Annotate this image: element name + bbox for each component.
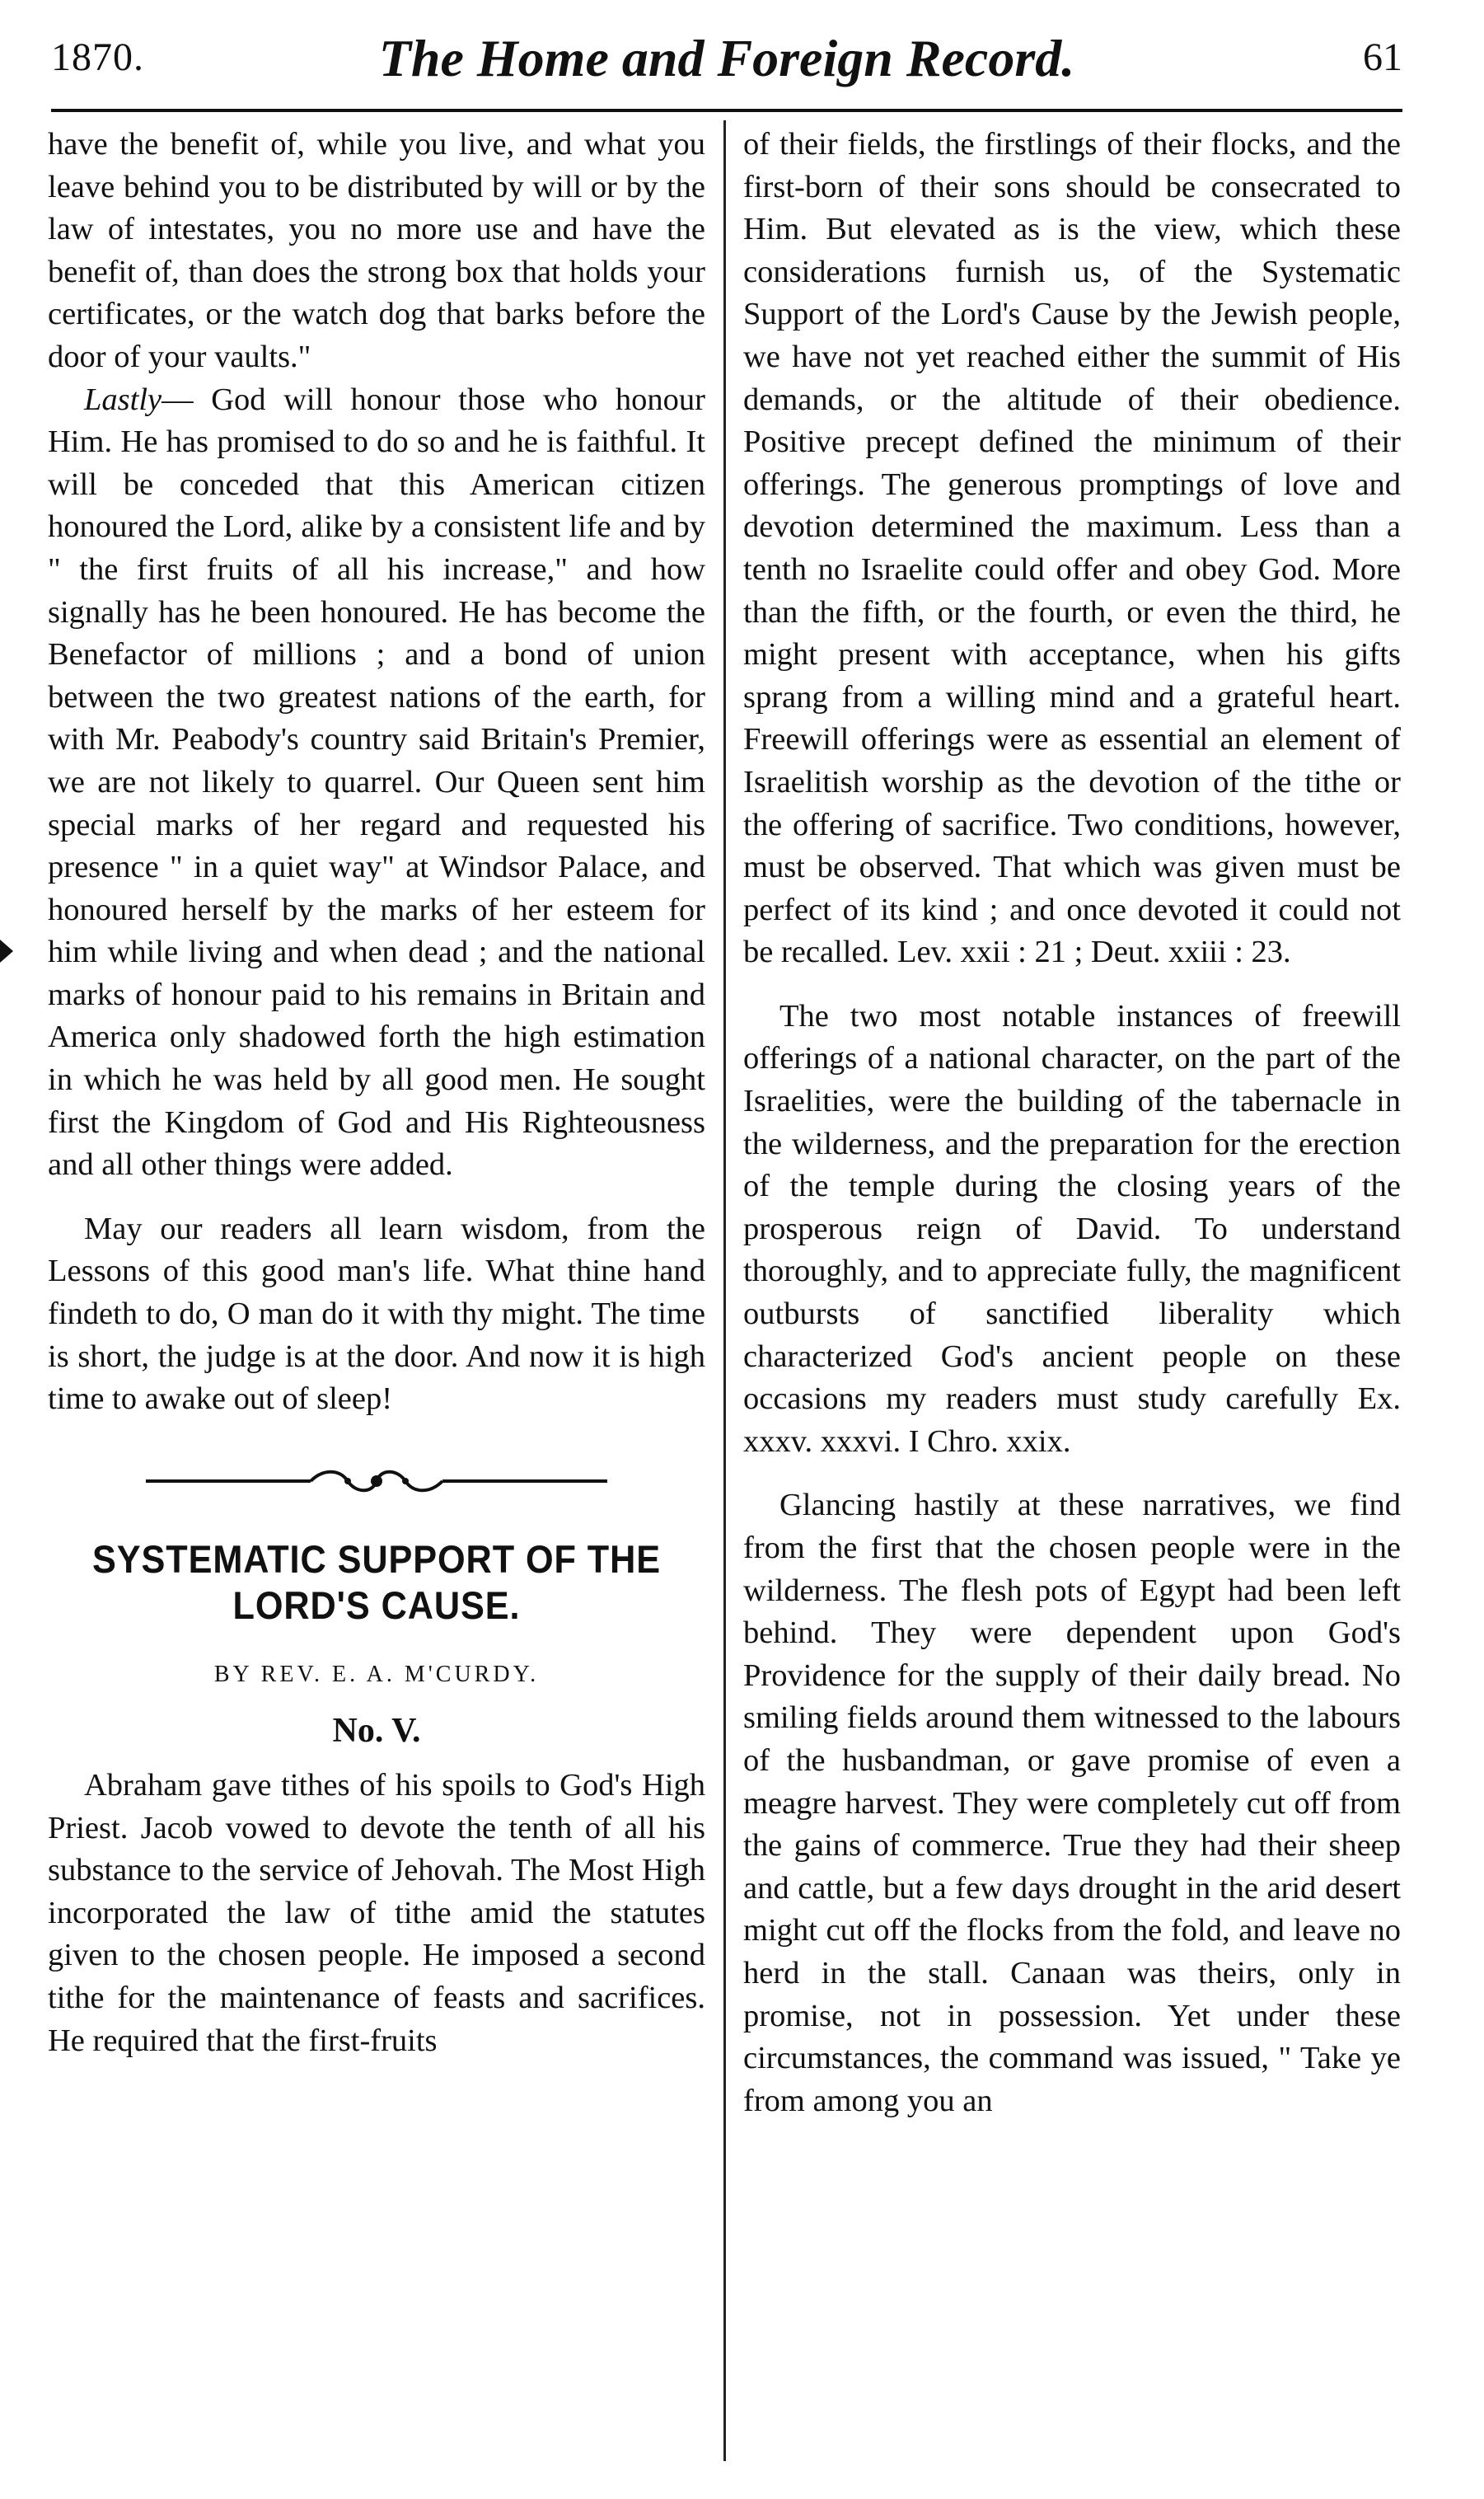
paragraph-gap [743, 1463, 1401, 1484]
article-number: No. V. [332, 1712, 421, 1751]
page-number: 61 [1363, 35, 1402, 79]
left-paragraph-2 [48, 379, 705, 1187]
header-rule [51, 109, 1402, 112]
paragraph-gap [743, 974, 1401, 996]
left-paragraph-3: May our readers all learn wisdom, from the Lessons of this good man's life. What thine hand findeth to do, O man do it with thy might. The time is short, the judge is at the door. And now it is high time to awake out of sleep! [48, 1211, 705, 1417]
section-ornament [146, 1467, 607, 1495]
column-divider [723, 120, 726, 2461]
article-title: SYSTEMATIC SUPPORT OF THE LORD'S CAUSE. [91, 1536, 662, 1627]
publication-title: The Home and Foreign Record. [378, 29, 1075, 87]
left-paragraph-4: Abraham gave tithes of his spoils to God's High Priest. Jacob vowed to devote the tenth of all his substance to the service of Jehovah. The Most High incorporated the law of tithe amid the statutes given to the chosen people. He imposed a second tithe for the maintenance of feasts and sacrifices. He required that the first-fruits [48, 1768, 705, 2058]
header-year: 1870. [51, 35, 144, 79]
right-column [743, 124, 1401, 2122]
paragraph-gap [48, 1187, 705, 1208]
right-paragraph-1: of their fields, the firstlings of their flocks, and the first-born of their sons should be consecrated to Him. But elevated as is the view, which these considerations furnish us, of the Systematic Support of the Lord's Cause by the Jewish people, we have not yet reached either the summit of His demands, or the altitude of their obedience. Positive precept defined the minimum of their offerings. The generous promptings of love and devotion determined the maximum. Less than a tenth no Israelite could offer and obey God. More than the fifth, or the fourth, or even the third, he might present with acceptance, when his gifts sprang from a willing mind and a grateful heart. Freewill offerings were as essential an element of Israelitish worship as the devotion of the tithe or the offering of sacrifice. Two conditions, however, must be observed. That which was given must be perfect of its kind ; and once devoted it could not be recalled. Lev. xxii : 21 ; Deut. xxiii : 23. [743, 127, 1401, 970]
left-paragraph-1: have the benefit of, while you live, and what you leave behind you to be distributed by will or by the law of intestates, you no more use and have the benefit of, than does the strong box that holds your certificates, or the watch dog that barks before the door of your vaults." [48, 127, 705, 374]
lastly-lead: Lastly [84, 382, 162, 417]
margin-arrow-mark [0, 940, 13, 963]
left-column [48, 124, 705, 2062]
article-byline: BY REV. E. A. M'CURDY. [213, 1661, 540, 1687]
left-paragraph-2-body: — God will honour those who honour Him. He has promised to do so and he is faithful. It will be conceded that this American citizen honoured the Lord, alike by a consistent life and by " the first fruits of all his increase," and how signally has he been honoured. He has become the Benefactor of millions ; and a bond of union between the two greatest nations of the earth, for with Mr. Peabody's country said Britain's Premier, we are not likely to quarrel. Our Queen sent him special marks of her regard and requested his presence " in a quiet way" at Windsor Palace, and honoured herself by the marks of her esteem for him while living and when dead ; and the national marks of honour paid to his remains in Britain and America only shadowed forth the high estimation in which he was held by all good men. He sought first the Kingdom of God and His Righteousness and all other things were added. [48, 382, 705, 1183]
right-paragraph-3: Glancing hastily at these narratives, we find from the first that the chosen people were in the wilderness. The flesh pots of Egypt had been left behind. They were dependent upon God's Providence for the supply of their daily bread. No smiling fields around them witnessed to the labours of the husbandman, or gave promise of even a meagre harvest. They were completely cut off from the gains of commerce. True they had their sheep and cattle, but a few days drought in the arid desert might cut off the flocks from the fold, and leave no herd in the stall. Canaan was theirs, only in promise, not in possession. Yet under these circumstances, the command was issued, " Take ye from among you an [743, 1488, 1401, 2118]
page-header [51, 28, 1402, 94]
right-paragraph-2: The two most notable instances of freewill offerings of a national character, on the part of the Israelities, were the building of the tabernacle in the wilderness, and the preparation for the erection of the temple during the closing years of the prosperous reign of David. To understand thoroughly, and to appreciate fully, the magnificent outbursts of sanctified liberality which characterized God's ancient people on these occasions my readers must study carefully Ex. xxxv. xxxvi. I Chro. xxix. [743, 998, 1401, 1459]
